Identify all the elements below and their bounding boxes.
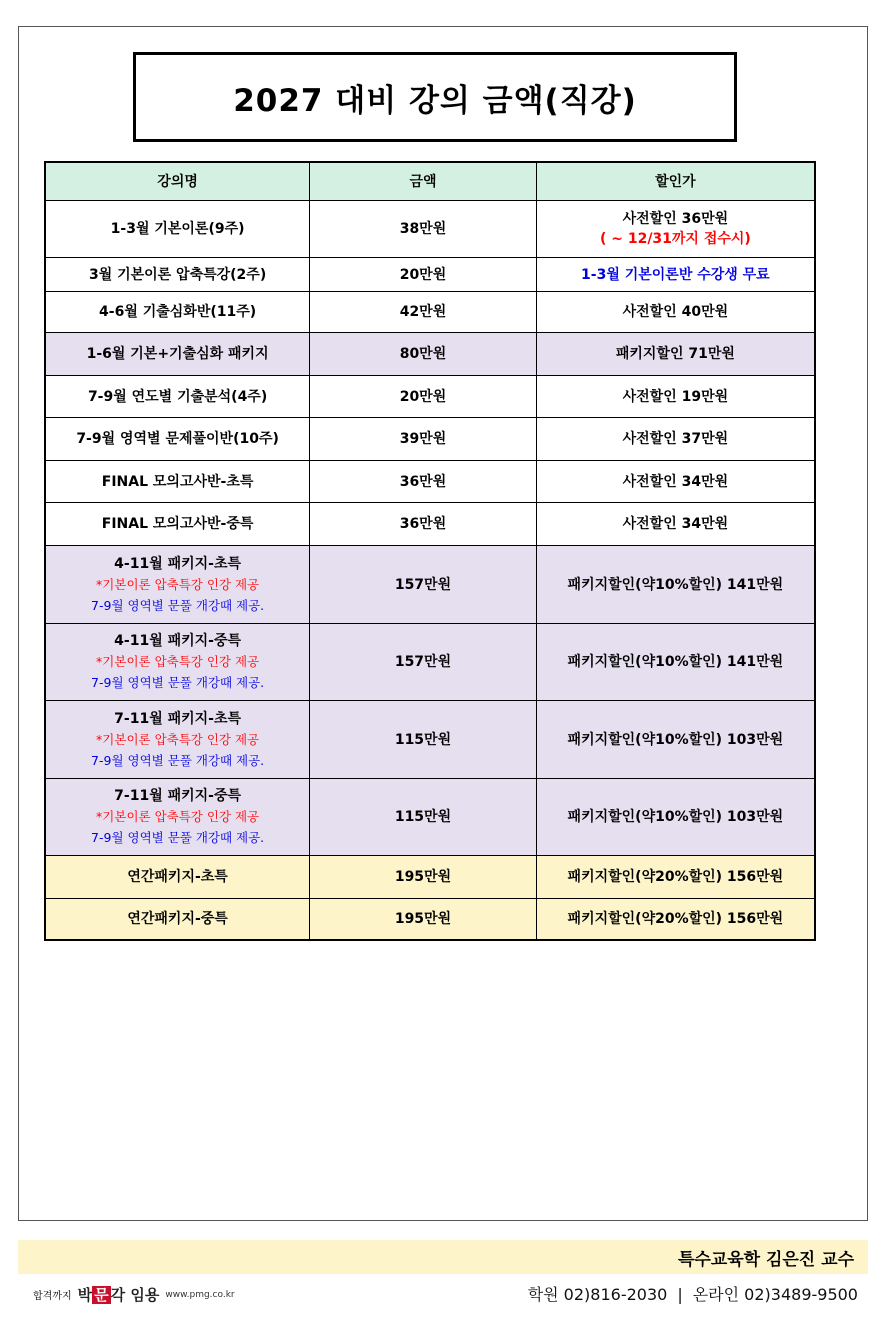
course-name [45, 779, 310, 856]
course-price: 20만원 [310, 376, 537, 418]
package-note-blue: 7-9월 영역별 문풀 개강때 제공. [91, 597, 265, 613]
course-discount: 사전할인 19만원 [536, 376, 815, 418]
table-row [45, 333, 815, 376]
course-price: 195만원 [310, 856, 537, 899]
course-discount: 패키지할인(약10%할인) 141만원 [536, 546, 815, 624]
package-name: 4-11월 패키지-초특 [114, 555, 242, 572]
table-row [45, 856, 815, 899]
logo-tagline: 합격까지 [33, 1291, 72, 1302]
course-name: FINAL 모의고사반-중특 [45, 503, 310, 546]
package-note-red: *기본이론 압축특강 인강 제공 [96, 576, 260, 592]
package-note-red: *기본이론 압축특강 인강 제공 [96, 654, 260, 669]
publisher-logo [33, 1284, 235, 1305]
course-price: 80만원 [310, 333, 537, 376]
table-header-row [45, 162, 815, 201]
course-name: 1-3월 기본이론(9주) [45, 201, 310, 258]
course-discount: 패키지할인(약10%할인) 103만원 [536, 779, 815, 856]
header-price: 금액 [310, 162, 537, 201]
course-name: 1-6월 기본+기출심화 패키지 [45, 333, 310, 376]
table-row [45, 376, 815, 418]
course-price: 42만원 [310, 292, 537, 333]
logo-brand-part: 각 [110, 1286, 126, 1304]
course-name: 7-9월 연도별 기출분석(4주) [45, 376, 310, 418]
course-price: 36만원 [310, 503, 537, 546]
course-price: 157만원 [310, 624, 537, 701]
table-row [45, 418, 815, 461]
price-table [44, 161, 816, 941]
course-discount: 사전할인 34만원 [536, 461, 815, 503]
course-name [45, 701, 310, 779]
course-price: 157만원 [310, 546, 537, 624]
package-note-blue: 7-9월 영역별 문풀 개강때 제공. [91, 675, 265, 690]
package-name: 7-11월 패키지-중특 [114, 788, 242, 804]
course-name: 연간패키지-중특 [45, 899, 310, 940]
course-name: 4-6월 기출심화반(11주) [45, 292, 310, 333]
table-row [45, 899, 815, 940]
course-discount: 사전할인 34만원 [536, 503, 815, 546]
online-phone: 온라인 02)3489-9500 [692, 1285, 858, 1304]
package-note-red: *기본이론 압축특강 인강 제공 [96, 809, 260, 824]
course-name: 7-9월 영역별 문제풀이반(10주) [45, 418, 310, 461]
contact-separator: | [677, 1285, 683, 1304]
course-discount: 패키지할인(약20%할인) 156만원 [536, 856, 815, 899]
header-course-name: 강의명 [45, 162, 310, 201]
course-name: 3월 기본이론 압축특강(2주) [45, 258, 310, 292]
package-note-blue: 7-9월 영역별 문풀 개강때 제공. [91, 752, 265, 768]
course-price: 195만원 [310, 899, 537, 940]
course-price: 39만원 [310, 418, 537, 461]
package-note-blue: 7-9월 영역별 문풀 개강때 제공. [91, 830, 265, 845]
course-discount: 사전할인 40만원 [536, 292, 815, 333]
table-row [45, 701, 815, 779]
table-row [45, 461, 815, 503]
table-row [45, 258, 815, 292]
course-discount: 패키지할인(약10%할인) 103만원 [536, 701, 815, 779]
course-discount: 1-3월 기본이론반 수강생 무료 [536, 258, 815, 292]
course-name: FINAL 모의고사반-초특 [45, 461, 310, 503]
table-row [45, 503, 815, 546]
package-note-red: *기본이론 압축특강 인강 제공 [96, 731, 260, 747]
course-discount: 패키지할인(약20%할인) 156만원 [536, 899, 815, 940]
course-discount: 패키지할인 71만원 [536, 333, 815, 376]
page-title: 2027 대비 강의 금액(직강) [133, 52, 737, 142]
course-price: 36만원 [310, 461, 537, 503]
logo-brand-part: 임용 [130, 1286, 160, 1304]
package-name: 4-11월 패키지-중특 [114, 633, 242, 649]
logo-url: www.pmg.co.kr [165, 1289, 235, 1300]
contact-info [528, 1282, 858, 1305]
course-price: 115만원 [310, 701, 537, 779]
table-row [45, 546, 815, 624]
academy-phone: 학원 02)816-2030 [527, 1285, 668, 1304]
package-name: 7-11월 패키지-초특 [114, 710, 242, 727]
course-discount: 사전할인 37만원 [536, 418, 815, 461]
header-discount: 할인가 [536, 162, 815, 201]
course-name [45, 546, 310, 624]
table-row [45, 779, 815, 856]
table-row [45, 201, 815, 258]
table-row [45, 292, 815, 333]
logo-brand [78, 1284, 160, 1305]
table-row [45, 624, 815, 701]
discount-note: ( ~ 12/31까지 접수시) [599, 231, 751, 247]
course-price: 38만원 [310, 201, 537, 258]
course-discount [536, 201, 815, 258]
instructor-name: 특수교육학 김은진 교수 [677, 1249, 854, 1270]
course-discount: 패키지할인(약10%할인) 141만원 [536, 624, 815, 701]
logo-brand-part: 박 [77, 1286, 93, 1304]
course-name [45, 624, 310, 701]
course-price: 20만원 [310, 258, 537, 292]
instructor-bar [18, 1240, 868, 1274]
logo-brand-part: 문 [94, 1286, 109, 1304]
discount-text: 사전할인 36만원 [622, 211, 729, 227]
course-price: 115만원 [310, 779, 537, 856]
course-name: 연간패키지-초특 [45, 856, 310, 899]
